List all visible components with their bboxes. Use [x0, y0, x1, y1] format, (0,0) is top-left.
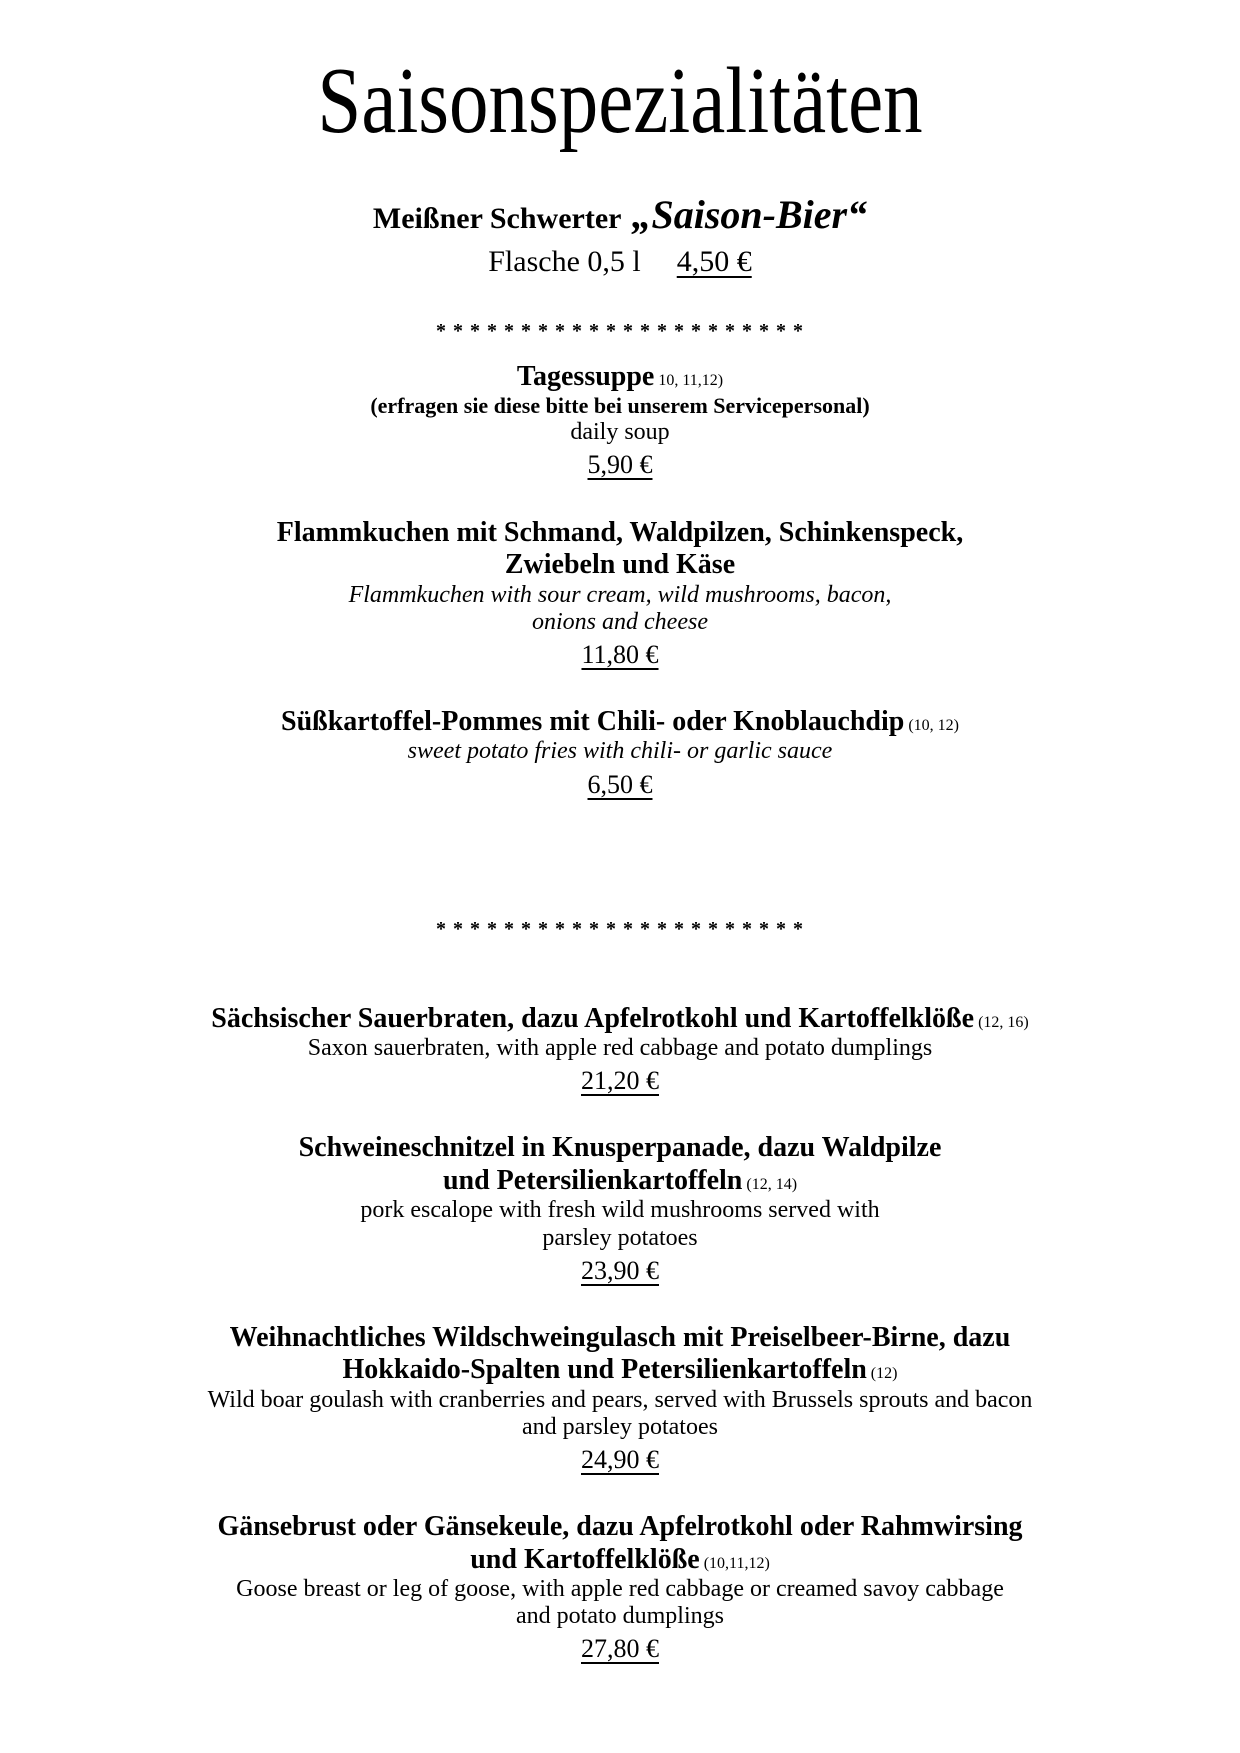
item-name-line: Schweineschnitzel in Knusperpanade, dazu Waldpilze [298, 1132, 942, 1164]
menu-group-mains [0, 1003, 1240, 1665]
item-name-line: Hokkaido-Spalten und Petersilienkartoffeln (12) [342, 1354, 898, 1386]
item-name-line: Sächsischer Sauerbraten, dazu Apfelrotkohl und Kartoffelklöße (12, 16) [211, 1002, 1029, 1034]
item-desc-line: parsley potatoes [542, 1224, 698, 1251]
beer-name-line [0, 192, 1240, 238]
menu-item [0, 517, 1240, 670]
beer-product: „Saison-Bier“ [631, 191, 868, 237]
item-price-line [0, 639, 1240, 670]
item-name [0, 1511, 1240, 1576]
item-desc-line: Goose breast or leg of goose, with apple red cabbage or creamed savoy cabbage [236, 1576, 1004, 1603]
item-price: 24,90 € [581, 1444, 659, 1474]
item-description-en [0, 419, 1240, 446]
item-name-line: Süßkartoffel-Pommes mit Chili- oder Knoblauchdip (10, 12) [281, 705, 959, 737]
item-name-line: Tagessuppe 10, 11,12) [516, 360, 724, 392]
menu-item [0, 706, 1240, 800]
item-desc-line: Saxon sauerbraten, with apple red cabbage and potato dumplings [307, 1035, 933, 1062]
item-price-line [0, 1633, 1240, 1664]
allergen-codes: (12, 16) [974, 1013, 1029, 1031]
asterisk-divider: * * * * * * * * * * * * * * * * * * * * * * [436, 319, 804, 342]
item-name-line: Gänsebrust oder Gänsekeule, dazu Apfelrotkohl oder Rahmwirsing [217, 1511, 1023, 1543]
item-name [0, 517, 1240, 582]
item-desc-line: and potato dumplings [516, 1603, 724, 1630]
page-title: Saisonspezialitäten [317, 49, 923, 153]
item-name-line: Flammkuchen mit Schmand, Waldpilzen, Schinkenspeck, [276, 516, 964, 548]
item-description-en [0, 1576, 1240, 1630]
item-desc-line: and parsley potatoes [522, 1413, 718, 1440]
item-name [0, 1132, 1240, 1197]
item-name-line: Zwiebeln und Käse [504, 549, 736, 581]
item-price: 6,50 € [587, 769, 653, 799]
item-price-line [0, 769, 1240, 800]
item-description-en [0, 738, 1240, 765]
allergen-codes: (12) [866, 1365, 898, 1383]
item-description-en [0, 1387, 1240, 1441]
beer-size-price-line [0, 244, 1240, 280]
allergen-codes: (12, 14) [742, 1175, 798, 1193]
item-name [0, 1003, 1240, 1035]
item-price: 23,90 € [581, 1255, 659, 1285]
item-desc-line: Wild boar goulash with cranberries and pears, served with Brussels sprouts and bacon [207, 1386, 1033, 1413]
item-price: 27,80 € [581, 1634, 659, 1664]
menu-item [0, 1003, 1240, 1097]
item-price-line [0, 449, 1240, 480]
item-description-en [0, 1197, 1240, 1251]
item-description-en [0, 1035, 1240, 1062]
item-name [0, 1322, 1240, 1387]
allergen-codes: 10, 11,12) [654, 371, 724, 389]
item-name-line: und Kartoffelklöße (10,11,12) [470, 1543, 770, 1575]
menu-item [0, 1322, 1240, 1475]
item-price-line [0, 1065, 1240, 1096]
item-price: 5,90 € [587, 450, 653, 480]
allergen-codes: (10,11,12) [699, 1554, 770, 1572]
item-desc-line: onions and cheese [532, 608, 708, 635]
beer-brand: Meißner Schwerter [372, 201, 622, 235]
menu-group-snacks [0, 361, 1240, 800]
menu-item [0, 1511, 1240, 1664]
item-desc-line: Flammkuchen with sour cream, wild mushrooms, bacon, [348, 581, 892, 608]
item-name [0, 361, 1240, 393]
item-desc-line: daily soup [570, 419, 670, 446]
item-name-line: Weihnachtliches Wildschweingulasch mit Preiselbeer-Birne, dazu [229, 1321, 1011, 1353]
beer-size-label: Flasche 0,5 l [488, 244, 641, 278]
item-name [0, 706, 1240, 738]
beer-special [0, 192, 1240, 280]
allergen-codes: (10, 12) [904, 716, 959, 734]
item-desc-line: sweet potato fries with chili- or garlic sauce [407, 738, 833, 765]
menu-item [0, 361, 1240, 481]
asterisk-divider: * * * * * * * * * * * * * * * * * * * * * * [436, 917, 804, 940]
item-description-en [0, 582, 1240, 636]
item-price: 21,20 € [581, 1066, 659, 1096]
item-desc-line: pork escalope with fresh wild mushrooms served with [360, 1197, 880, 1224]
beer-price: 4,50 € [676, 244, 752, 278]
item-price: 11,80 € [581, 639, 659, 669]
item-note: (erfragen sie diese bitte bei unserem Servicepersonal) [370, 393, 870, 419]
item-price-line [0, 1255, 1240, 1286]
item-price-line [0, 1444, 1240, 1475]
item-name-line: und Petersilienkartoffeln (12, 14) [442, 1164, 798, 1196]
menu-item [0, 1132, 1240, 1285]
